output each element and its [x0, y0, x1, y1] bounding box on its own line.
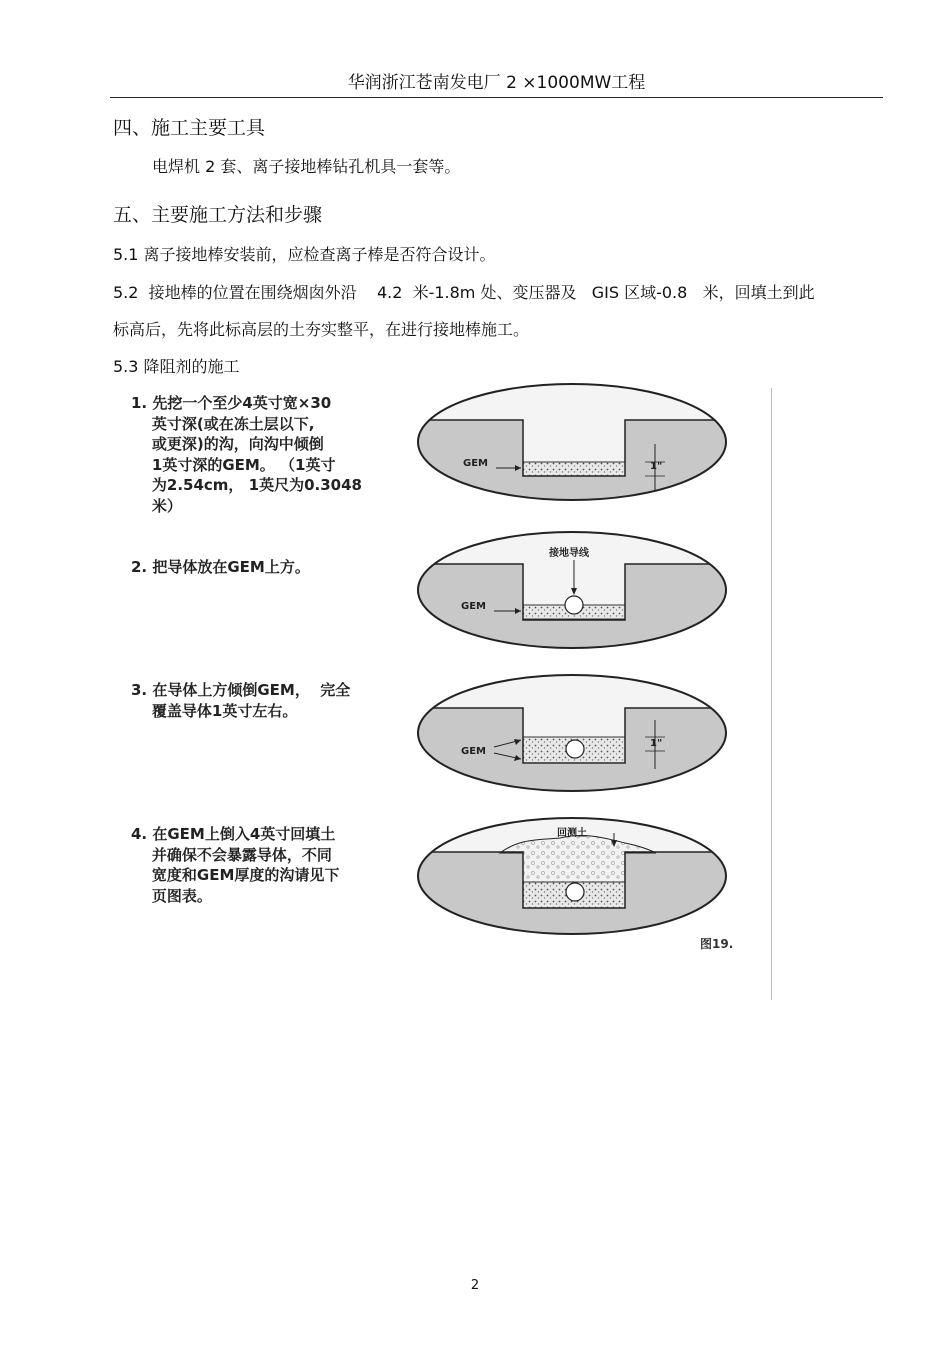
inch-label-1: 1" — [650, 461, 663, 472]
section5-heading: 五、主要施工方法和步骤 — [113, 204, 323, 226]
paragraph-5-1: 5.1 离子接地棒安装前，应检查离子棒是否符合设计。 — [113, 245, 496, 264]
figure-step-4: 4. 在GEM上倒入4英寸回填土 并确保不会暴露导体，不同 宽度和GEM厚度的沟请见下 页图表。 — [131, 825, 340, 905]
page-number: 2 — [470, 1278, 480, 1293]
paragraph-5-3: 5.3 降阻剂的施工 — [113, 357, 240, 376]
figure-caption: 图19. — [700, 937, 734, 951]
inch-label-3: 1" — [650, 738, 663, 749]
page-header: 华润浙江苍南发电厂 2 ×1000MW工程 — [347, 73, 646, 93]
diagram-step-3 — [410, 672, 740, 802]
figure-step-1: 1. 先挖一个至少4英寸宽×30 英寸深(或在冻土层以下, 或更深)的沟，向沟中倾倒 1英寸深的GEM。 （1英寸 为2.54cm， 1英尺为0.3048 米） — [131, 394, 362, 515]
section4-body: 电焊机 2 套、离子接地棒钻孔机具一套等。 — [152, 157, 461, 176]
gem-label-2: GEM — [461, 601, 486, 612]
gem-label-1: GEM — [463, 458, 488, 469]
paragraph-5-2-line2: 标高后，先将此标高层的土夯实整平，在进行接地棒施工。 — [113, 320, 530, 339]
section4-heading: 四、施工主要工具 — [113, 117, 266, 139]
figure-right-border — [771, 388, 772, 1000]
backfill-label: 回测土 — [557, 828, 587, 839]
paragraph-5-2-line1: 5.2 接地棒的位置在围绕烟囱外沿 4.2 米-1.8m 处、变压器及 GIS 区域-0.8 米，回填土到此 — [113, 283, 815, 302]
figure-step-2: 2. 把导体放在GEM上方。 — [131, 558, 310, 576]
figure-step-3: 3. 在导体上方倾倒GEM， 完全 覆盖导体1英寸左右。 — [131, 681, 351, 720]
conductor-label: 接地导线 — [549, 548, 589, 559]
gem-label-3: GEM — [461, 746, 486, 757]
diagram-step-1 — [410, 380, 740, 510]
